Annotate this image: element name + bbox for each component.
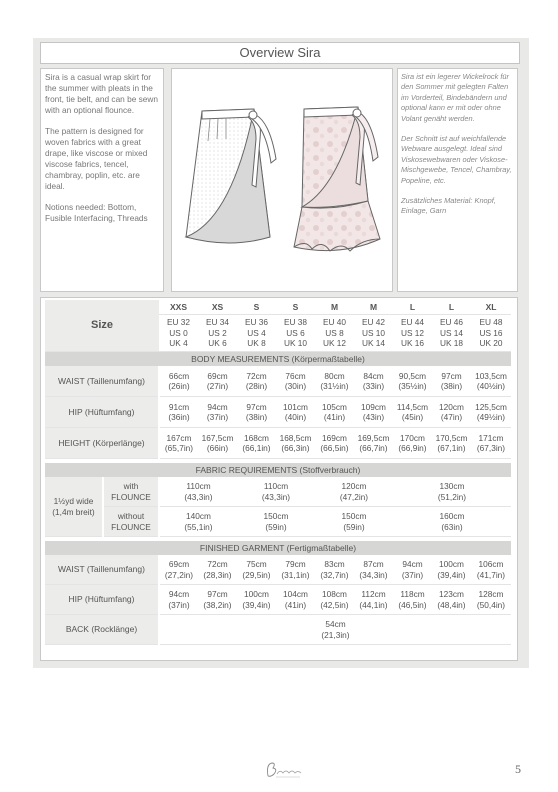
size-letter-text: M <box>369 301 378 312</box>
value-in: (38in) <box>440 381 463 391</box>
size-us: US 14 <box>439 327 464 338</box>
value-in: (41,7in) <box>476 569 506 580</box>
size-us: US 4 <box>247 327 266 338</box>
size-letter <box>393 300 432 315</box>
measure-cell <box>315 428 354 459</box>
row-label-text: WAIST (Taillenumfang) <box>58 564 145 575</box>
row-label <box>45 366 159 397</box>
size-codes <box>159 315 198 352</box>
value-cm: 69cm <box>207 370 228 381</box>
value-in: (39,4in) <box>242 599 271 610</box>
value-in: (50,4in) <box>476 599 506 610</box>
value-in: (27,2in) <box>164 569 194 580</box>
value-in: (39,4in) <box>437 569 466 580</box>
measure-cell <box>432 366 471 397</box>
size-uk: UK 6 <box>208 338 227 349</box>
measure-cell <box>354 428 393 459</box>
value-in: (43in) <box>362 412 385 422</box>
measure-cell <box>276 585 315 615</box>
value-cm: 84cm <box>363 370 384 381</box>
value-cm: 75cm <box>246 559 267 569</box>
value-cm: 94cm <box>168 589 190 599</box>
fabric-cell <box>237 507 315 537</box>
boheme-logo <box>262 760 306 780</box>
measure-cell <box>276 428 315 459</box>
size-uk: UK 12 <box>322 338 347 349</box>
value-in: (63in) <box>441 521 463 532</box>
finished-garment-heading <box>45 541 511 555</box>
value-cm: 104cm <box>283 589 308 599</box>
value-in: (43,3in) <box>184 491 213 502</box>
size-uk: UK 16 <box>400 338 425 349</box>
measure-cell <box>393 366 432 397</box>
size-letter <box>471 300 511 315</box>
measure-cell <box>237 397 276 428</box>
value-cm: 103,5cm <box>475 370 507 381</box>
table-row <box>45 428 511 459</box>
value-in: (66,1in) <box>242 443 271 453</box>
measure-cell <box>276 366 315 397</box>
row-label-text: HIP (Hüftumfang) <box>68 406 135 417</box>
body-measurements-heading-text <box>45 352 511 367</box>
table-row <box>45 615 511 645</box>
value-in: (38in) <box>245 412 268 422</box>
value-cm: 140cm <box>186 511 211 521</box>
value-in: (49½in) <box>476 412 506 422</box>
measure-cell <box>354 366 393 397</box>
measure-cell <box>276 397 315 428</box>
description-english-p2: The pattern is designed for woven fabrics with a great drape, like viscose or mixed viscose fabrics, tencel, chambray, poplin, etc. are ideal. <box>45 126 148 191</box>
size-codes <box>276 315 315 352</box>
value-cm: 120cm <box>439 401 464 412</box>
size-codes <box>315 315 354 352</box>
value-in: (46,5in) <box>398 599 427 610</box>
measure-cell <box>198 428 237 459</box>
row-label <box>45 428 159 459</box>
measure-cell <box>159 366 198 397</box>
size-eu: EU 40 <box>322 317 347 328</box>
page-number: 5 <box>515 762 521 776</box>
measure-cell <box>276 555 315 585</box>
row-label <box>45 397 159 428</box>
value-in: (40in) <box>284 412 307 422</box>
measure-cell <box>198 397 237 428</box>
size-uk: UK 20 <box>479 338 503 349</box>
measure-cell <box>237 555 276 585</box>
size-codes <box>354 315 393 352</box>
size-letter <box>315 300 354 315</box>
value-in: (21,3in) <box>321 629 350 640</box>
value-cm: 150cm <box>341 511 367 521</box>
measure-cell <box>315 585 354 615</box>
value-cm: 160cm <box>439 511 465 521</box>
description-german-p1: Sira ist ein legerer Wickelrock für den Sommer mit gelegten Falten im Vorderteil, Bindebändern und optional kann er mit oder ohne Volant genäht werden. <box>401 72 509 123</box>
skirt-with-flounce-drawing <box>294 107 380 251</box>
value-cm: 105cm <box>322 401 347 412</box>
value-cm: 97cm <box>207 589 228 599</box>
measure-cell <box>471 555 511 585</box>
fabric-cell <box>393 477 511 507</box>
table-row <box>45 366 511 397</box>
fabric-requirements-heading <box>45 463 511 477</box>
value-in: (40½in) <box>476 381 506 391</box>
value-cm: 114,5cm <box>396 401 429 412</box>
size-eu: EU 32 <box>166 317 191 328</box>
value-cm: 168cm <box>244 432 269 443</box>
measure-cell <box>354 397 393 428</box>
value-cm: 97cm <box>246 401 267 412</box>
value-in: (35½in) <box>398 381 427 391</box>
value-cm: 125,5cm <box>475 401 507 412</box>
size-uk: UK 18 <box>439 338 464 349</box>
value-cm: 128cm <box>478 589 504 599</box>
row-label <box>45 585 159 615</box>
fabric-width-text: 1½yd wide (1,4m breit) <box>52 496 95 517</box>
value-in: (45in) <box>401 412 424 422</box>
value-cm: 91cm <box>168 401 190 412</box>
measure-cell <box>159 615 511 645</box>
value-cm: 87cm <box>363 559 384 569</box>
measure-cell <box>432 585 471 615</box>
value-in: (36in) <box>168 412 190 422</box>
measure-cell <box>198 366 237 397</box>
measure-cell <box>237 585 276 615</box>
size-letter <box>276 300 315 315</box>
finished-garment-heading-text <box>45 541 511 555</box>
size-eu: EU 46 <box>439 317 464 328</box>
size-label: Size <box>90 319 113 332</box>
value-in: (59in) <box>343 521 365 532</box>
size-us: US 0 <box>169 327 188 338</box>
value-cm: 109cm <box>361 401 386 412</box>
value-in: (44,1in) <box>359 599 388 610</box>
value-cm: 79cm <box>285 559 306 569</box>
value-cm: 72cm <box>207 559 228 569</box>
value-in: (41in) <box>284 599 307 610</box>
size-uk: UK 14 <box>361 338 386 349</box>
value-in: (37in) <box>401 569 424 580</box>
size-us: US 8 <box>325 327 344 338</box>
measure-cell <box>159 428 198 459</box>
size-eu: EU 42 <box>361 317 386 328</box>
value-in: (59in) <box>265 521 287 532</box>
value-in: (42,5in) <box>320 599 349 610</box>
size-codes <box>471 315 511 352</box>
size-letter <box>432 300 471 315</box>
value-cm: 167,5cm <box>201 432 234 443</box>
row-label <box>45 555 159 585</box>
table-row <box>45 397 511 428</box>
table-row <box>45 507 511 537</box>
size-codes <box>432 315 471 352</box>
value-in: (29,5in) <box>242 569 271 580</box>
value-cm: 150cm <box>263 511 289 521</box>
fabric-cell <box>393 507 511 537</box>
value-in: (31,1in) <box>281 569 310 580</box>
measure-cell <box>159 555 198 585</box>
fabric-width-label <box>45 477 103 537</box>
size-letter <box>159 300 198 315</box>
size-letter-text: L <box>448 301 455 312</box>
measure-cell <box>471 366 511 397</box>
size-letter-text: S <box>253 301 260 312</box>
value-in: (47,2in) <box>339 491 369 502</box>
flounce-label <box>103 477 159 507</box>
value-in: (33in) <box>362 381 385 391</box>
measure-cell <box>315 366 354 397</box>
size-uk: UK 10 <box>283 338 308 349</box>
size-letter-text: M <box>330 301 339 312</box>
measure-cell <box>471 397 511 428</box>
size-chart <box>40 297 518 661</box>
measure-cell <box>393 585 432 615</box>
measure-cell <box>393 397 432 428</box>
fabric-cell <box>159 477 237 507</box>
value-in: (43,3in) <box>261 491 291 502</box>
value-cm: 123cm <box>439 589 464 599</box>
description-english <box>40 68 164 292</box>
size-us: US 2 <box>208 327 227 338</box>
value-in: (34,3in) <box>359 569 388 580</box>
table-row <box>45 477 511 507</box>
measure-cell <box>198 555 237 585</box>
value-in: (55,1in) <box>184 521 213 532</box>
measure-cell <box>315 555 354 585</box>
size-letter-text: XS <box>211 301 224 312</box>
skirt-drawings <box>172 69 392 291</box>
size-us: US 16 <box>479 327 503 338</box>
measure-cell <box>471 585 511 615</box>
value-in: (30in) <box>284 381 307 391</box>
value-in: (37in) <box>168 599 190 610</box>
value-cm: 100cm <box>244 589 269 599</box>
value-cm: 90,5cm <box>398 370 427 381</box>
value-cm: 118cm <box>400 589 425 599</box>
description-german-p2: Der Schnitt ist auf weichfallende Webware ausgelegt. Ideal sind Viskosewebwaren oder Viskose- Mischgewebe, Tencel, Chambray, Popeline, etc. <box>401 134 512 185</box>
value-cm: 54cm <box>325 619 346 629</box>
value-in: (65,7in) <box>164 443 194 453</box>
fabric-requirements-heading-label: FABRIC REQUIREMENTS (Stoffverbrauch) <box>195 464 361 475</box>
measure-cell <box>198 585 237 615</box>
value-in: (66,3in) <box>281 443 310 453</box>
value-cm: 108cm <box>322 589 347 599</box>
value-in: (47in) <box>440 412 463 422</box>
size-uk: UK 8 <box>247 338 266 349</box>
size-us: US 6 <box>286 327 305 338</box>
size-eu: EU 34 <box>205 317 230 328</box>
fabric-cell <box>315 507 393 537</box>
size-uk: UK 4 <box>169 338 188 349</box>
size-table <box>45 300 511 645</box>
measure-cell <box>393 428 432 459</box>
value-cm: 170cm <box>400 432 425 443</box>
row-label <box>45 615 159 645</box>
size-eu: EU 48 <box>479 317 503 328</box>
value-cm: 130cm <box>439 481 465 491</box>
value-cm: 66cm <box>168 370 190 381</box>
value-in: (66,5in) <box>320 443 349 453</box>
value-cm: 171cm <box>478 432 504 443</box>
finished-garment-heading-label: FINISHED GARMENT (Fertigmaßtabelle) <box>199 542 357 553</box>
value-in: (31½in) <box>320 381 349 391</box>
value-cm: 101cm <box>283 401 308 412</box>
size-codes <box>237 315 276 352</box>
body-measurements-heading <box>45 352 511 367</box>
size-letter-text: XL <box>485 301 497 312</box>
size-eu: EU 36 <box>244 317 269 328</box>
value-cm: 97cm <box>441 370 462 381</box>
description-german-p3: Zusätzliches Material: Knopf, Einlage, Garn <box>401 196 496 216</box>
size-letter <box>237 300 276 315</box>
value-cm: 120cm <box>341 481 367 491</box>
value-in: (27in) <box>206 381 229 391</box>
value-cm: 167cm <box>166 432 192 443</box>
value-cm: 169cm <box>322 432 347 443</box>
value-in: (26in) <box>168 381 190 391</box>
value-cm: 112cm <box>361 589 386 599</box>
value-in: (38,2in) <box>203 599 232 610</box>
value-in: (48,4in) <box>437 599 466 610</box>
measure-cell <box>471 428 511 459</box>
value-in: (67,3in) <box>476 443 506 453</box>
value-cm: 94cm <box>207 401 228 412</box>
value-cm: 106cm <box>478 559 504 569</box>
value-in: (28,3in) <box>203 569 232 580</box>
row-label-text: WAIST (Taillenumfang) <box>58 375 145 386</box>
measure-cell <box>159 585 198 615</box>
value-cm: 168,5cm <box>279 432 312 443</box>
value-in: (66,7in) <box>359 443 388 453</box>
value-cm: 72cm <box>246 370 267 381</box>
size-us: US 10 <box>361 327 386 338</box>
size-codes <box>393 315 432 352</box>
measure-cell <box>159 397 198 428</box>
skirt-without-flounce-drawing <box>186 109 276 243</box>
size-letter-text: S <box>292 301 299 312</box>
measure-cell <box>393 555 432 585</box>
value-cm: 83cm <box>324 559 345 569</box>
table-row <box>45 585 511 615</box>
value-in: (66,9in) <box>398 443 427 453</box>
description-english-p1: Sira is a casual wrap skirt for the summer with pleats in the front, tie belt, and can be sewn with an optional flounce. <box>45 72 159 115</box>
value-in: (51,2in) <box>437 491 467 502</box>
value-in: (32,7in) <box>320 569 349 580</box>
value-cm: 80cm <box>324 370 345 381</box>
row-label-text: BACK (Rocklänge) <box>65 624 138 635</box>
fabric-cell <box>237 477 315 507</box>
value-in: (41in) <box>323 412 346 422</box>
description-german <box>397 68 518 292</box>
size-letter <box>354 300 393 315</box>
value-cm: 69cm <box>168 559 190 569</box>
size-letter <box>198 300 237 315</box>
size-eu: EU 44 <box>400 317 425 328</box>
value-cm: 76cm <box>285 370 306 381</box>
value-cm: 94cm <box>402 559 423 569</box>
row-label-text: HIP (Hüftumfang) <box>68 594 135 605</box>
table-row <box>45 555 511 585</box>
measure-cell <box>315 397 354 428</box>
size-codes <box>198 315 237 352</box>
value-in: (67,1in) <box>437 443 466 453</box>
size-eu: EU 38 <box>283 317 308 328</box>
description-english-p3: Notions needed: Bottom, Fusible Interfacing, Threads <box>45 202 148 223</box>
size-us: US 12 <box>400 327 425 338</box>
value-cm: 100cm <box>439 559 464 569</box>
fabric-cell <box>315 477 393 507</box>
size-letter-text: L <box>409 301 416 312</box>
value-cm: 110cm <box>186 481 211 491</box>
fabric-requirements-heading-text <box>45 463 511 477</box>
value-in: (28in) <box>245 381 268 391</box>
body-measurements-heading-label: BODY MEASUREMENTS (Körpermaßtabelle) <box>191 353 365 364</box>
measure-cell <box>237 366 276 397</box>
value-cm: 170,5cm <box>435 432 468 443</box>
measure-cell <box>237 428 276 459</box>
value-in: (66in) <box>206 443 229 453</box>
skirt-illustrations <box>171 68 393 292</box>
measure-cell <box>354 585 393 615</box>
size-letter-text: XXS <box>169 301 187 312</box>
flounce-label-text: without FLOUNCE <box>111 511 151 532</box>
size-header-label <box>45 300 159 352</box>
flounce-label <box>103 507 159 537</box>
measure-cell <box>432 428 471 459</box>
flounce-label-text: with FLOUNCE <box>111 481 151 502</box>
value-cm: 169,5cm <box>357 432 390 443</box>
page-title: Overview Sira <box>40 42 520 64</box>
row-label-text: HEIGHT (Körperlänge) <box>58 437 145 448</box>
value-in: (37in) <box>206 412 229 422</box>
measure-cell <box>432 397 471 428</box>
measure-cell <box>354 555 393 585</box>
value-cm: 110cm <box>263 481 289 491</box>
measure-cell <box>432 555 471 585</box>
fabric-cell <box>159 507 237 537</box>
